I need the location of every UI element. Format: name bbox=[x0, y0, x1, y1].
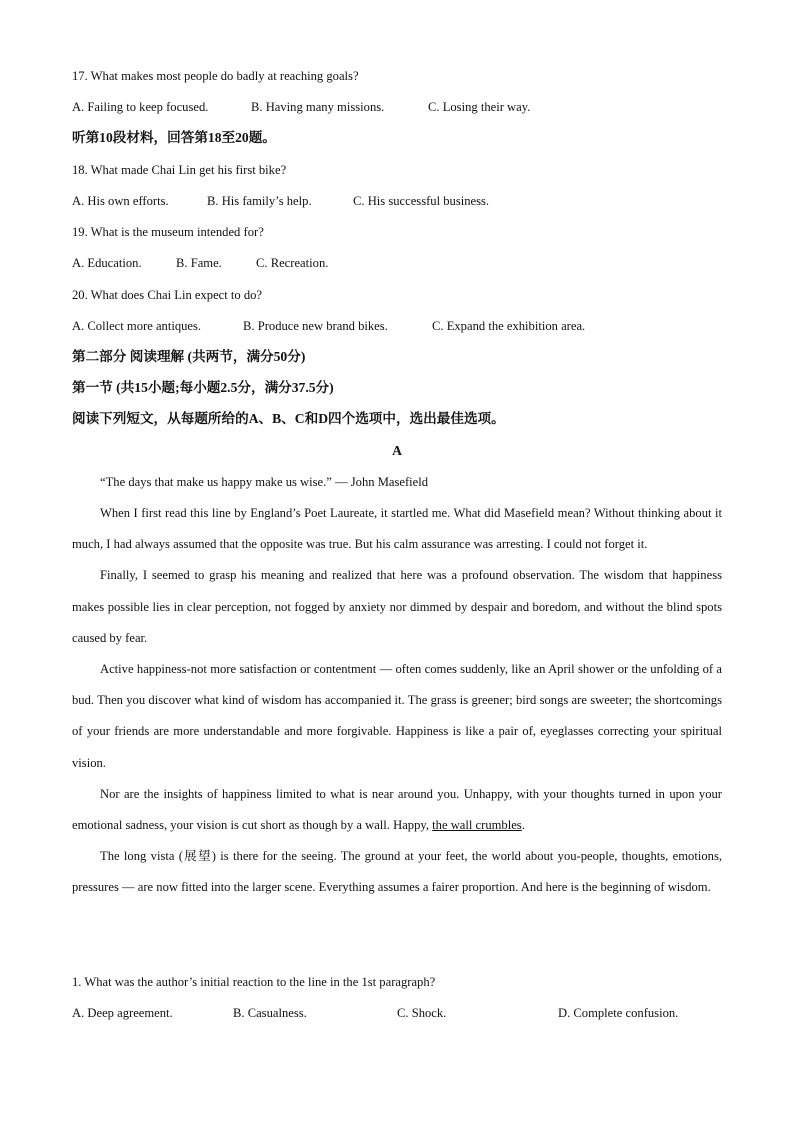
question-19-option-b: B. Fame. bbox=[176, 256, 222, 270]
question-19-option-c: C. Recreation. bbox=[256, 256, 329, 270]
passage-paragraph-4 bbox=[72, 779, 722, 841]
question-1-stem: 1. What was the author’s initial reaction to the line in the 1st paragraph? bbox=[72, 975, 436, 989]
question-18-option-c: C. His successful business. bbox=[353, 194, 490, 208]
passage-paragraph-1: When I first read this line by England’s Poet Laureate, it startled me. What did Masefield mean? Without thinking about it much, I had always assumed that the opposite was true. But his calm assurance was arresting. I could not forget it. bbox=[72, 506, 722, 552]
question-20-stem: 20. What does Chai Lin expect to do? bbox=[72, 288, 263, 302]
question-20-option-c: C. Expand the exhibition area. bbox=[432, 319, 586, 333]
reading-instruction: 阅读下列短文，从每题所给的A、B、C和D四个选项中，选出最佳选项。 bbox=[72, 411, 505, 426]
listening-section-10-heading: 听第10段材料，回答第18至20题。 bbox=[72, 130, 276, 145]
passage-label: A bbox=[392, 443, 402, 458]
question-1-option-b: B. Casualness. bbox=[233, 1006, 307, 1020]
underlined-phrase: the wall crumbles bbox=[432, 818, 522, 833]
question-18-stem: 18. What made Chai Lin get his first bike? bbox=[72, 163, 287, 177]
question-17-option-b: B. Having many missions. bbox=[251, 100, 385, 114]
question-1-option-c: C. Shock. bbox=[397, 1006, 447, 1020]
question-18-option-a: A. His own efforts. bbox=[72, 194, 169, 208]
passage-body bbox=[72, 498, 722, 904]
passage-paragraph-5: The long vista (展望) is there for the seeing. The ground at your feet, the world about you-people, thoughts, emotions, pressures — are now fitted into the larger scene. Everything assumes a fairer proportion. And here is the beginning of wisdom. bbox=[72, 849, 722, 895]
passage-paragraph-2: Finally, I seemed to grasp his meaning and realized that here was a profound observation. The wisdom that happiness makes possible lies in clear perception, not fogged by anxiety nor dimmed by despair and boredom, and without the blind spots caused by fear. bbox=[72, 568, 722, 645]
passage-paragraph-4-text: Nor are the insights of happiness limited to what is near around you. Unhappy, with your thoughts turned in upon your emotional sadness, your vision is cut short as though by a wall. Happy, bbox=[72, 786, 722, 833]
passage-quote: “The days that make us happy make us wise.” — John Masefield bbox=[100, 475, 429, 489]
question-1-option-d: D. Complete confusion. bbox=[558, 1006, 679, 1020]
question-1-option-a: A. Deep agreement. bbox=[72, 1006, 173, 1020]
question-18-option-b: B. His family’s help. bbox=[207, 194, 312, 208]
question-17-option-c: C. Losing their way. bbox=[428, 100, 531, 114]
question-17-option-a: A. Failing to keep focused. bbox=[72, 100, 209, 114]
reading-part-title: 第二部分 阅读理解 (共两节，满分50分) bbox=[72, 349, 306, 364]
question-20-option-b: B. Produce new brand bikes. bbox=[243, 319, 388, 333]
question-17-stem: 17. What makes most people do badly at reaching goals? bbox=[72, 69, 359, 83]
question-19-stem: 19. What is the museum intended for? bbox=[72, 225, 264, 239]
passage-paragraph-4-end: . bbox=[521, 818, 525, 833]
reading-section-title: 第一节 (共15小题;每小题2.5分，满分37.5分) bbox=[72, 380, 334, 395]
passage-paragraph-3: Active happiness-not more satisfaction or contentment — often comes suddenly, like an April shower or the unfolding of a bud. Then you discover what kind of wisdom has accompanied it. The grass is greener; bird songs are sweeter; the shortcomings of your friends are more understandable and more forgivable. Happiness is like a pair of, eyeglasses correcting your spiritual vision. bbox=[72, 662, 722, 770]
question-19-option-a: A. Education. bbox=[72, 256, 142, 270]
question-20-option-a: A. Collect more antiques. bbox=[72, 319, 202, 333]
